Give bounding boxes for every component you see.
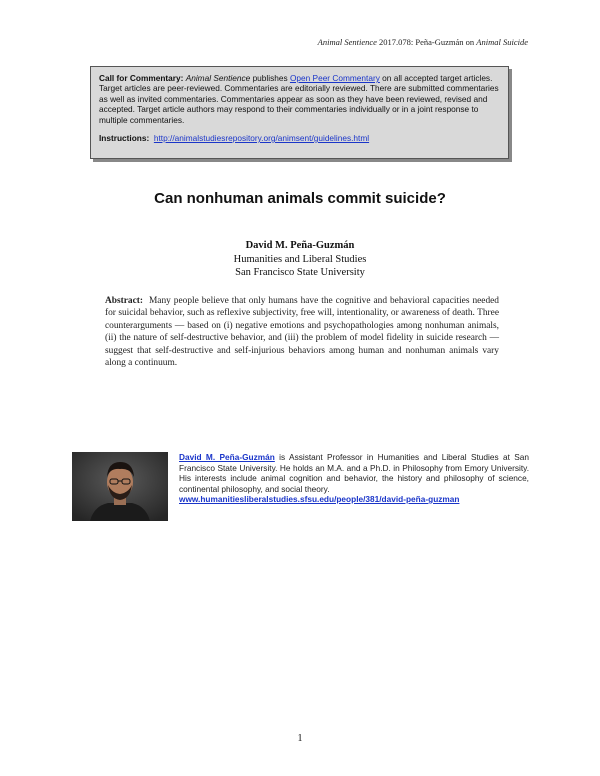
running-head-topic: Animal Suicide <box>476 37 528 47</box>
running-head-author: Peña-Guzmán on <box>415 37 477 47</box>
bio-author-link[interactable]: David M. Peña-Guzmán <box>179 452 275 462</box>
call-for-commentary-box <box>90 66 509 159</box>
author-name: David M. Peña-Guzmán <box>245 240 355 251</box>
open-peer-commentary-link[interactable]: Open Peer Commentary <box>289 73 380 83</box>
call-text-before: publishes <box>250 73 290 83</box>
author-bio <box>179 452 529 505</box>
page-number: 1 <box>297 733 303 744</box>
bio-url-link[interactable]: www.humanitiesliberalstudies.sfsu.edu/people/381/david-peña-guzman <box>179 494 460 504</box>
running-head-issue: 2017.078: <box>376 37 416 47</box>
author-institution: San Francisco State University <box>235 267 365 278</box>
instructions-label: Instructions: <box>99 133 150 144</box>
call-label: Call for Commentary: <box>99 73 184 83</box>
guidelines-link[interactable]: http://animalstudiesrepository.org/animsent/guidelines.html <box>153 133 370 144</box>
author-photo <box>72 452 168 521</box>
article-title: Can nonhuman animals commit suicide? <box>154 190 446 207</box>
abstract <box>105 295 499 369</box>
author-department: Humanities and Liberal Studies <box>233 253 367 265</box>
call-text-after: on all accepted target articles. Target articles are peer-reviewed. Commentaries are editorially reviewed. There are submitted commentaries as well as invited commentaries. Commentaries appear as soon as they have been reviewed, revised and accepted. Target article authors may respond to their commentaries individually or in a joint response to multiple commentaries. <box>99 73 499 125</box>
running-head <box>318 37 528 47</box>
instructions-line <box>99 133 500 143</box>
running-head-journal: Animal Sentience <box>317 37 377 47</box>
call-for-commentary-text <box>99 73 500 125</box>
bio-text: is Assistant Professor in Humanities and Liberal Studies at San Francisco State University. He holds an M.A. and a Ph.D. in Philosophy from Emory University. His interests include animal cognition and behavior, the history and philosophy of science, continental philosophy, and social theory. <box>179 452 529 494</box>
author-portrait-image <box>72 452 168 521</box>
abstract-label: Abstract: <box>105 296 144 306</box>
author-block <box>0 239 600 280</box>
abstract-text: Many people believe that only humans have the cognitive and behavioral capacities needed for suicidal behavior, such as reflexive subjectivity, free will, intentionality, or awareness of death. Three counterarguments — based on (i) negative emotions and psychopathologies among nonhuman animals, (ii) the nature of self-destructive behavior, and (iii) the problem of model fidelity in suicide research — suggest that self-destructive and self-injurious behaviors among human and nonhuman animals vary along a continuum. <box>105 296 499 369</box>
call-journal: Animal Sentience <box>185 73 251 83</box>
